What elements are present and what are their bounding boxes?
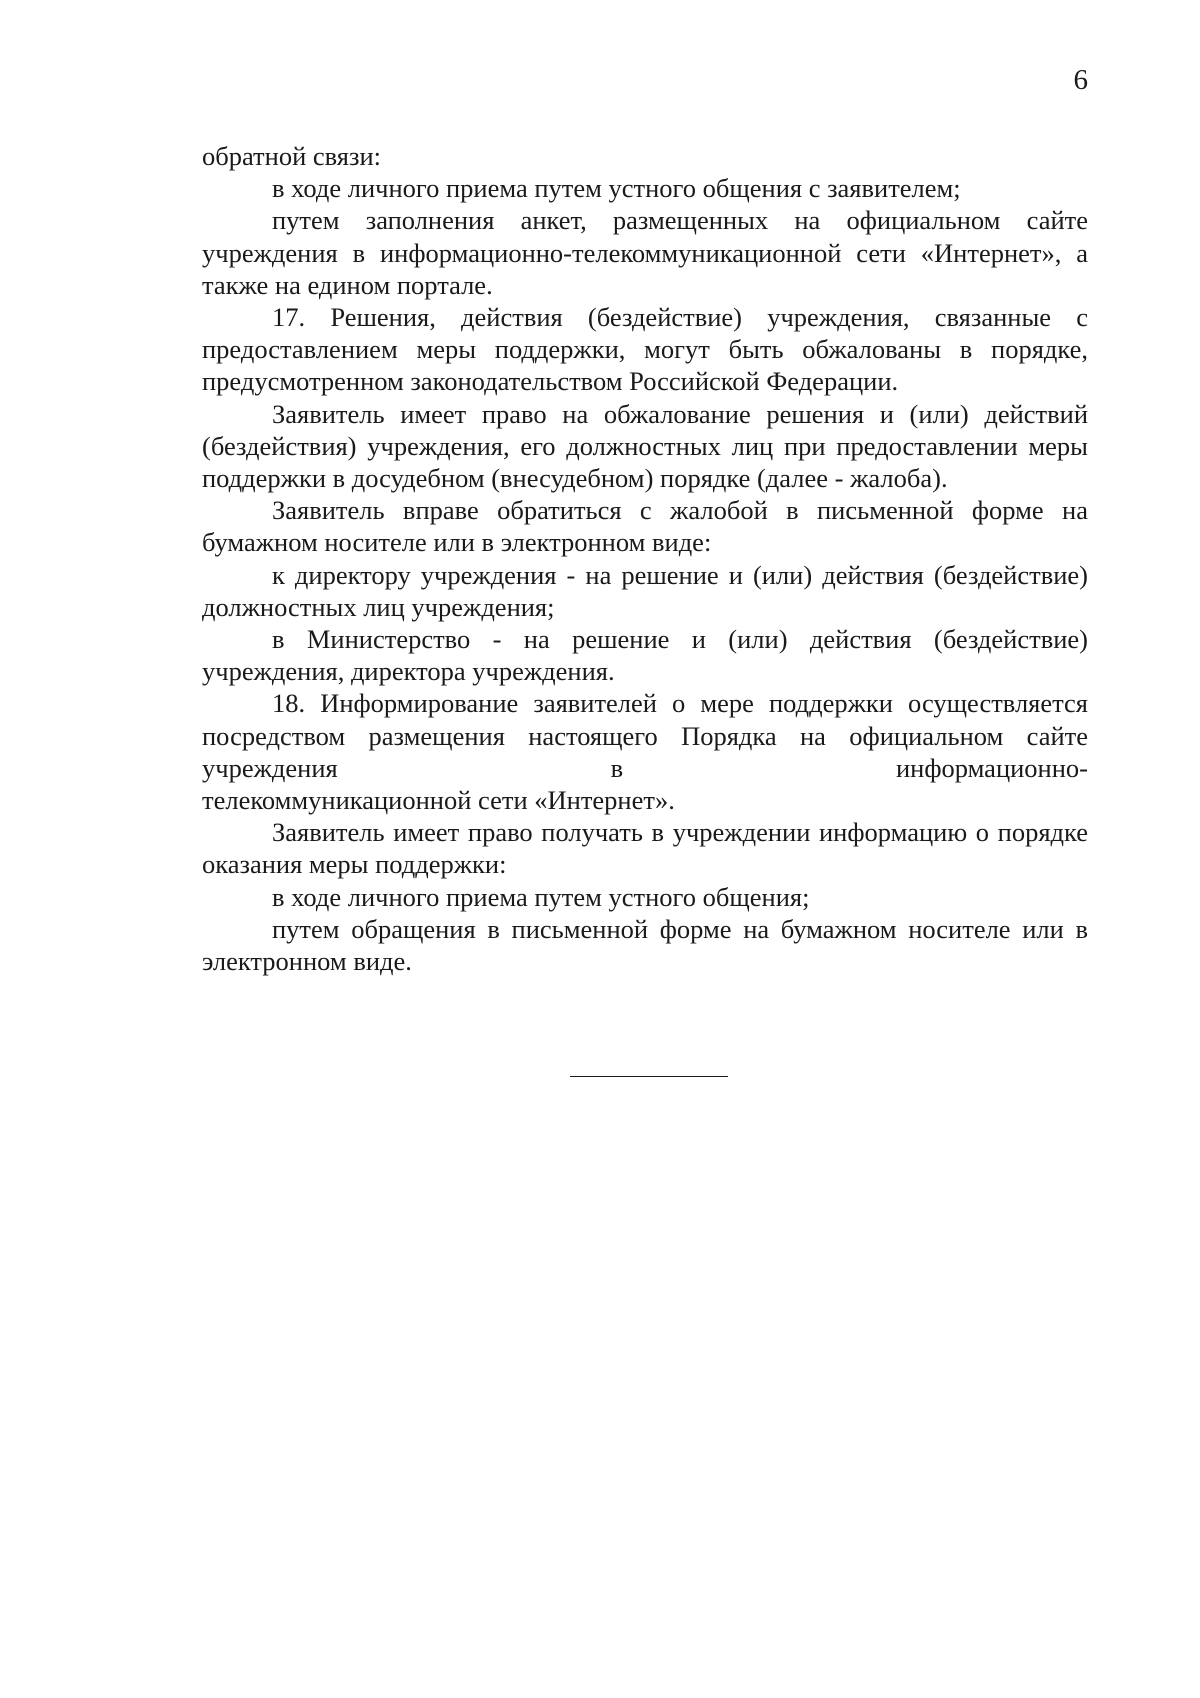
paragraph-to-ministry: в Министерство - на решение и (или) действия (бездействие) учреждения, директора учреждения. [202, 624, 1088, 687]
paragraph-continuation: обратной связи: [202, 141, 382, 171]
paragraph-18-informing-end: телекоммуникационной сети «Интернет». [202, 785, 675, 816]
paragraph-appeal-right: Заявитель имеет право на обжалование решения и (или) действий (бездействия) учреждения, его должностных лиц при предоставлении меры поддержки в досудебном (внесудебном) порядке (далее - жалоба). [202, 398, 1088, 494]
paragraph-17-appeal: 17. Решения, действия (бездействие) учреждения, связанные с предоставлением меры поддержки, могут быть обжалованы в порядке, предусмотренном законодательством Российской Федерации. [202, 302, 1088, 397]
paragraph-info-right: Заявитель имеет право получать в учреждении информацию о порядке оказания меры поддержки: [202, 817, 1088, 880]
document-body [202, 140, 1088, 977]
paragraph-complaint-form: Заявитель вправе обратиться с жалобой в письменной форме на бумажном носителе или в электронном виде: [202, 495, 1088, 558]
page-number: 6 [1073, 64, 1088, 96]
paragraph-18-informing: 18. Информирование заявителей о мере поддержки осуществляется посредством размещения настоящего Порядка на официальном сайте учреждения в информационно- [202, 688, 1088, 783]
paragraph-survey: путем заполнения анкет, размещенных на официальном сайте учреждения в информационно-телекоммуникационной сети «Интернет», а также на едином портале. [202, 205, 1088, 300]
end-of-text-rule [570, 1076, 728, 1077]
paragraph-to-director: к директору учреждения - на решение и (или) действия (бездействие) должностных лиц учреждения; [202, 559, 1088, 622]
paragraph-oral-communication: в ходе личного приема путем устного общения; [272, 881, 810, 912]
paragraph-personal-reception: в ходе личного приема путем устного общения с заявителем; [272, 173, 961, 204]
paragraph-written-request: путем обращения в письменной форме на бумажном носителе или в электронном виде. [202, 913, 1088, 977]
